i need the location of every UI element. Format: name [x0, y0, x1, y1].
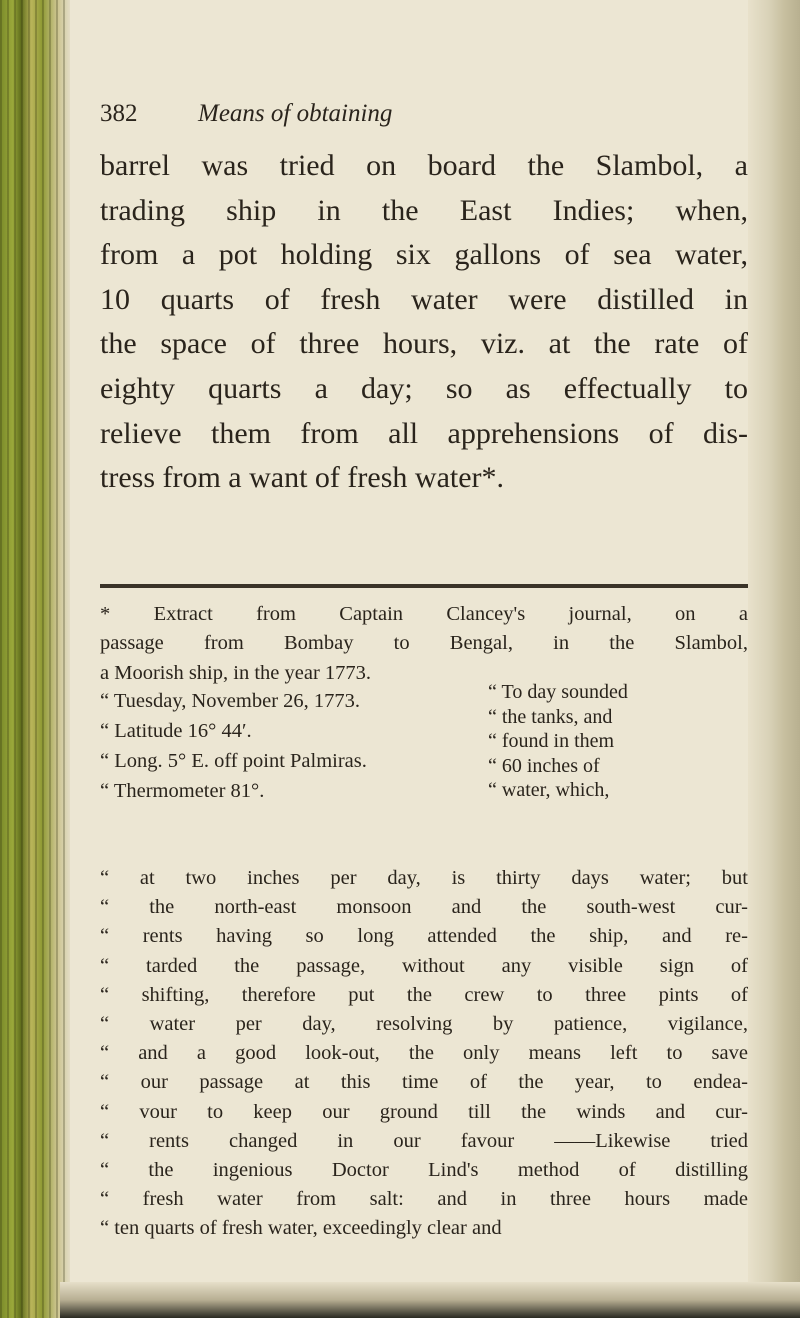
footnote-rule: [100, 584, 748, 588]
footnote-line: * Extract from Captain Clancey's journal, on a: [100, 603, 748, 625]
book-binding: [0, 0, 70, 1318]
journal-line: “ rents having so long attended the ship, and re-: [100, 925, 748, 948]
journal-text: [100, 864, 748, 1244]
running-head: [100, 96, 748, 130]
text-line: relieve them from all apprehensions of dis-: [100, 416, 748, 450]
journal-latitude: “ Latitude 16° 44′.: [100, 720, 252, 742]
footnote-line: passage from Bombay to Bengal, in the Slambol,: [100, 632, 748, 655]
journal-line: “ water per day, resolving by patience, vigilance,: [100, 1013, 748, 1036]
journal-line: “ the north-east monsoon and the south-west cur-: [100, 896, 748, 919]
book-page: [100, 96, 748, 1266]
journal-line: “ tarded the passage, without any visible sign of: [100, 954, 748, 977]
journal-line: “ ten quarts of fresh water, exceedingly clear and: [100, 1217, 502, 1240]
text-line: from a pot holding six gallons of sea water,: [100, 238, 748, 272]
journal-log-details: [100, 686, 480, 806]
journal-line: “ the ingenious Doctor Lind's method of distilling: [100, 1159, 748, 1182]
journal-side-text: [488, 680, 748, 803]
journal-line: “ our passage at this time of the year, to endea-: [100, 1071, 748, 1094]
page-bottom-edge: [60, 1282, 800, 1318]
journal-entry-header: [100, 681, 748, 856]
journal-longitude: “ Long. 5° E. off point Palmiras.: [100, 750, 367, 772]
body-paragraph: [100, 144, 748, 501]
text-line: barrel was tried on board the Slambol, a: [100, 149, 748, 182]
running-title: Means of obtaining: [198, 100, 393, 127]
text-line: the space of three hours, viz. at the rate of: [100, 327, 748, 361]
journal-side-line: “ the tanks, and: [488, 705, 613, 728]
text-line: tress from a want of fresh water*.: [100, 461, 505, 495]
text-line: eighty quarts a day; so as effectually to: [100, 371, 748, 405]
footnote: [100, 600, 748, 688]
journal-line: “ vour to keep our ground till the winds and cur-: [100, 1100, 748, 1123]
text-line: 10 quarts of fresh water were distilled in: [100, 282, 748, 316]
journal-side-line: “ 60 inches of: [488, 754, 600, 777]
journal-date: “ Tuesday, November 26, 1773.: [100, 690, 361, 712]
footnote-line: a Moorish ship, in the year 1773.: [100, 661, 372, 684]
journal-line: “ rents changed in our favour ——Likewise tried: [100, 1129, 748, 1152]
journal-line: “ shifting, therefore put the crew to three pints of: [100, 983, 748, 1006]
journal-side-line: “ To day sounded: [488, 681, 628, 703]
journal-line: “ and a good look-out, the only means left to save: [100, 1042, 748, 1065]
journal-side-line: “ water, which,: [488, 779, 610, 802]
page-number: 382: [100, 100, 138, 127]
journal-line: “ fresh water from salt: and in three hours made: [100, 1188, 748, 1211]
journal-thermometer: “ Thermometer 81°.: [100, 780, 265, 802]
page-edge: [748, 0, 800, 1318]
journal-line: “ at two inches per day, is thirty days water; but: [100, 867, 748, 889]
text-line: trading ship in the East Indies; when,: [100, 193, 748, 227]
journal-side-line: “ found in them: [488, 730, 615, 753]
